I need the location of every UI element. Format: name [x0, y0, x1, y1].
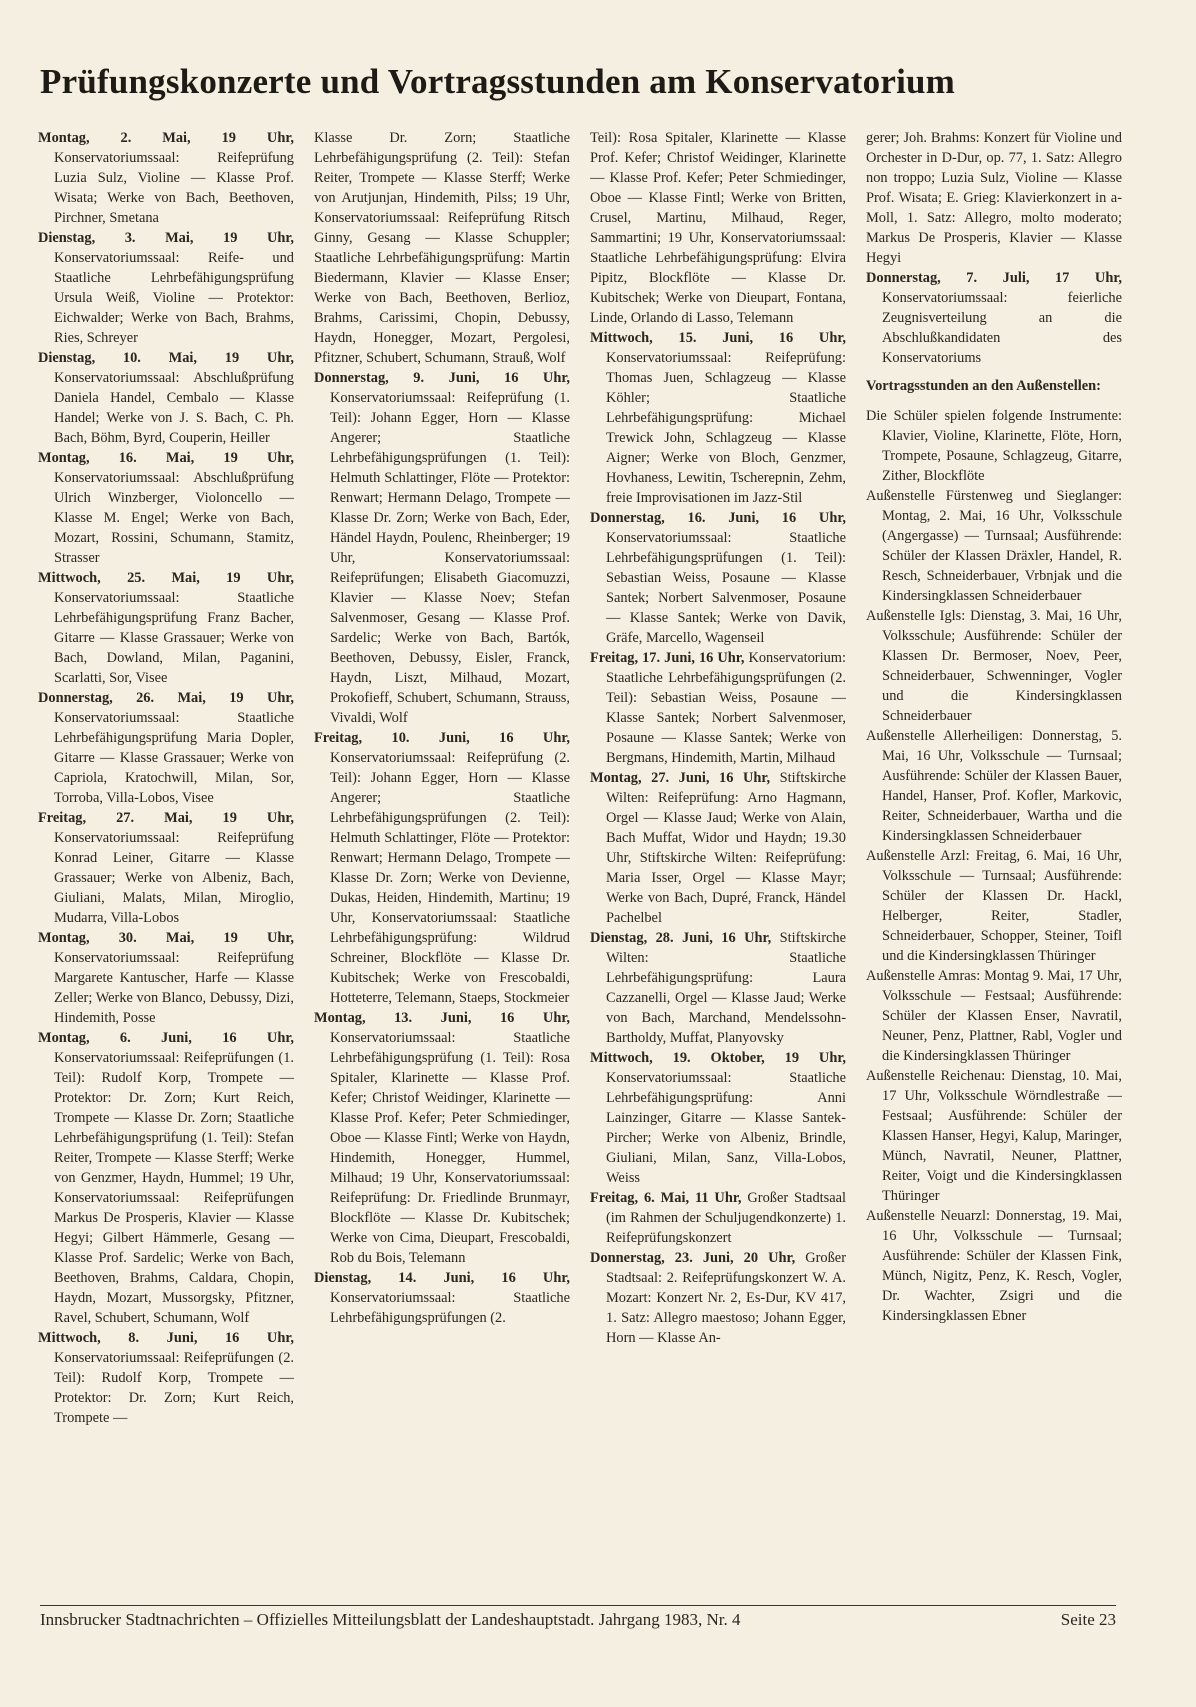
entry-date: Donnerstag, 16. Juni, 16 Uhr,: [590, 510, 846, 526]
schedule-entry: [38, 348, 294, 448]
entry-text: Konservatoriumssaal: Reifeprüfung Konrad Leiner, Gitarre — Klasse Grassauer; Werke von Albeniz, Bach, Giuliani, Malats, Milan, Miroglio, Mudarra, Villa-Lobos: [54, 830, 294, 926]
schedule-entry: [38, 228, 294, 348]
schedule-entry: [38, 1028, 294, 1328]
schedule-entry: [38, 808, 294, 928]
entry-text: Konservatoriumssaal: Reife- und Staatliche Lehrbefähigungsprüfung Ursula Weiß, Violine — Protektor: Eichwalder; Werke von Bach, Brahms, Ries, Schreyer: [54, 250, 294, 346]
entry-date: Dienstag, 10. Mai, 19 Uhr,: [38, 350, 294, 366]
outpost-paragraph: Außenstelle Reichenau: Dienstag, 10. Mai, 17 Uhr, Volksschule Wörndlestraße — Festsaal; Ausführende: Schüler der Klassen Hanser, Hegyi, Kalup, Maringer, Münch, Navratil, Neuner, Plattner, Reiter, Voigt und die Kindersingklassen Thüringer: [866, 1068, 1122, 1204]
section-heading: Vortragsstunden an den Außenstellen:: [866, 378, 1101, 394]
entry-text: Konservatoriumssaal: Reifeprüfung Margarete Kantuscher, Harfe — Klasse Zeller; Werke von Blanco, Debussy, Dizi, Hindemith, Posse: [54, 950, 294, 1026]
schedule-entry: [590, 328, 846, 508]
schedule-entry: [590, 128, 846, 328]
entry-date: Freitag, 6. Mai, 11 Uhr,: [590, 1190, 742, 1206]
schedule-entry: [590, 928, 846, 1048]
entry-date: Montag, 13. Juni, 16 Uhr,: [314, 1010, 570, 1026]
entry-date: Dienstag, 28. Juni, 16 Uhr,: [590, 930, 772, 946]
entry-date: Mittwoch, 8. Juni, 16 Uhr,: [38, 1330, 294, 1346]
footer-publication: Innsbrucker Stadtnachrichten – Offizielles Mitteilungsblatt der Landeshauptstadt. Jahrgang 1983, Nr. 4: [40, 1610, 741, 1629]
schedule-entry: [314, 368, 570, 728]
entry-date: Freitag, 10. Juni, 16 Uhr,: [314, 730, 570, 746]
entry-date: Donnerstag, 26. Mai, 19 Uhr,: [38, 690, 294, 706]
column-2: [314, 128, 570, 1588]
entry-text: Teil): Rosa Spitaler, Klarinette — Klasse Prof. Kefer; Christof Weidinger, Klarinette — Klasse Prof. Kefer; Peter Schmiedinger, Oboe — Klasse Fintl; Werke von Britten, Crusel, Martinu, Milhaud, Reger, Sammartini; 19 Uhr, Konservatoriumssaal: Staatliche Lehrbefähigungsprüfung: Elvira Pipitz, Blockflöte — Klasse Dr. Kubitschek; Werke von Dieupart, Fontana, Linde, Orlando di Lasso, Telemann: [590, 130, 846, 326]
entry-date: Donnerstag, 7. Juli, 17 Uhr,: [866, 270, 1122, 286]
entry-text: Konservatoriumssaal: Reifeprüfungen (2. Teil): Rudolf Korp, Trompete — Protektor: Dr. Zorn; Kurt Reich, Trompete —: [54, 1350, 294, 1426]
column-1: [38, 128, 294, 1588]
entry-text: Konservatoriumssaal: Abschlußprüfung Daniela Handel, Cembalo — Klasse Handel; Werke von J. S. Bach, C. Ph. Bach, Böhm, Byrd, Couperin, Heiller: [54, 370, 294, 446]
entry-date: Donnerstag, 9. Juni, 16 Uhr,: [314, 370, 570, 386]
entry-text: Konservatoriumssaal: Staatliche Lehrbefähigungsprüfungen (1. Teil): Sebastian Weiss, Posaune — Klasse Santek; Norbert Salvenmoser, Posaune — Klasse Santek; Werke von Davik, Gräfe, Marcello, Wagenseil: [606, 530, 846, 646]
entry-text: Großer Stadtsaal: 2. Reifeprüfungskonzert W. A. Mozart: Konzert Nr. 2, Es-Dur, KV 417, 1. Satz: Allegro maestoso; Johann Egger, Horn — Klasse An-: [606, 1250, 846, 1346]
entry-date: Dienstag, 14. Juni, 16 Uhr,: [314, 1270, 570, 1286]
schedule-entry: [314, 728, 570, 1008]
entry-date: Freitag, 17. Juni, 16 Uhr,: [590, 650, 745, 666]
page-title: Prüfungskonzerte und Vortragsstunden am Konservatorium: [40, 62, 956, 101]
entry-text: Konservatoriumssaal: Reifeprüfung Luzia Sulz, Violine — Klasse Prof. Wisata; Werke von Bach, Beethoven, Pirchner, Smetana: [54, 150, 294, 226]
entry-date: Donnerstag, 23. Juni, 20 Uhr,: [590, 1250, 796, 1266]
entry-text: Konservatoriumssaal: Staatliche Lehrbefähigungsprüfung (1. Teil): Rosa Spitaler, Klarinette — Klasse Prof. Kefer; Christof Weidinger, Klarinette — Klasse Prof. Kefer; Peter Schmiedinger, Oboe — Klasse Fintl; Werke von Haydn, Hindemith, Honegger, Hummel, Milhaud; 19 Uhr, Konservatoriumssaal: Reifeprüfung: Dr. Friedlinde Brunmayr, Blockflöte — Klasse Dr. Kubitschek; Werke von Cima, Dieupart, Frescobaldi, Rob du Bois, Telemann: [330, 1030, 570, 1266]
entry-text: Klasse Dr. Zorn; Staatliche Lehrbefähigungsprüfung (2. Teil): Stefan Reiter, Trompete — Klasse Sterff; Werke von Arutjunjan, Hindemith, Pilss; 19 Uhr, Konservatoriumssaal: Reifeprüfung Ritsch Ginny, Gesang — Klasse Schuppler; Staatliche Lehrbefähigungsprüfung: Martin Biedermann, Klavier — Klasse Enser; Werke von Bach, Beethoven, Berlioz, Brahms, Carissimi, Chopin, Debussy, Haydn, Honegger, Mozart, Pergolesi, Pfitzner, Schubert, Schumann, Strauß, Wolf: [314, 130, 570, 366]
outpost-paragraph: Die Schüler spielen folgende Instrumente: Klavier, Violine, Klarinette, Flöte, Horn, Trompete, Posaune, Schlagzeug, Gitarre, Zither, Blockflöte: [866, 408, 1122, 484]
entry-text: Konservatoriumssaal: Reifeprüfung: Thomas Juen, Schlagzeug — Klasse Köhler; Staatliche Lehrbefähigungsprüfung: Michael Trewick John, Schlagzeug — Klasse Aigner; Werke von Bloch, Genzmer, Hovhaness, Lewitin, Tscherepnin, Zehm, freie Improvisationen im Jazz-Stil: [606, 350, 846, 506]
outpost-paragraph: Außenstelle Arzl: Freitag, 6. Mai, 16 Uhr, Volksschule — Turnsaal; Ausführende: Schüler der Klassen Dr. Hackl, Helberger, Reiter, Stadler, Schneiderbauer, Schopper, Steiner, Toifl und die Kindersingklassen Thüringer: [866, 848, 1122, 964]
entry-text: Konservatoriumssaal: feierliche Zeugnisverteilung an die Abschlußkandidaten des Konservatoriums: [882, 290, 1122, 366]
schedule-entry: [866, 268, 1122, 368]
entry-date: Montag, 30. Mai, 19 Uhr,: [38, 930, 294, 946]
entry-text: Konservatoriumssaal: Staatliche Lehrbefähigungsprüfung Franz Bacher, Gitarre — Klasse Grassauer; Werke von Bach, Dowland, Milan, Paganini, Scarlatti, Sor, Visee: [54, 590, 294, 686]
entry-text: Konservatoriumssaal: Staatliche Lehrbefähigungsprüfung: Anni Lainzinger, Gitarre — Klasse Santek-Pircher; Werke von Albeniz, Brindle, Giuliani, Milan, Sanz, Villa-Lobos, Weiss: [606, 1070, 846, 1186]
schedule-entry: [38, 448, 294, 568]
entry-text: Konservatoriumssaal: Reifeprüfung (2. Teil): Johann Egger, Horn — Klasse Angerer; Staatliche Lehrbefähigungsprüfungen (2. Teil): Helmuth Schlattinger, Flöte — Protektor: Renwart; Hermann Delago, Trompete — Klasse Dr. Zorn; Werke von Devienne, Dukas, Heiden, Hindemith, Martinu; 19 Uhr, Konservatoriumssaal: Staatliche Lehrbefähigungsprüfung: Wildrud Schreiner, Blockflöte — Klasse Dr. Kubitschek; Werke von Frescobaldi, Hotteterre, Telemann, Staeps, Stockmeier: [330, 750, 570, 1006]
outpost-paragraph: Außenstelle Igls: Dienstag, 3. Mai, 16 Uhr, Volksschule; Ausführende: Schüler der Klassen Dr. Bermoser, Noev, Peer, Schneiderbauer, Schwenninger, Vogler und die Kindersingklassen Schneiderbauer: [866, 608, 1122, 724]
entry-text: Konservatoriumssaal: Staatliche Lehrbefähigungsprüfung Maria Dopler, Gitarre — Klasse Grassauer; Werke von Capriola, Kratochwill, Milan, Sor, Torroba, Villa-Lobos, Visee: [54, 710, 294, 806]
entry-date: Montag, 16. Mai, 19 Uhr,: [38, 450, 294, 466]
schedule-entry: [590, 1048, 846, 1188]
schedule-entry: [314, 128, 570, 368]
entry-date: Mittwoch, 19. Oktober, 19 Uhr,: [590, 1050, 846, 1066]
entry-text: Konservatoriumssaal: Abschlußprüfung Ulrich Winzberger, Violoncello — Klasse M. Engel; Werke von Bach, Mozart, Rossini, Schumann, Stamitz, Strasser: [54, 470, 294, 566]
entry-text: Konservatoriumssaal: Reifeprüfungen (1. Teil): Rudolf Korp, Trompete — Protektor: Dr. Zorn; Kurt Reich, Trompete — Klasse Dr. Zorn; Staatliche Lehrbefähigungsprüfung (1. Teil): Stefan Reiter, Trompete — Klasse Sterff; Werke von Genzmer, Haydn, Hummel; 19 Uhr, Konservatoriumssaal: Reifeprüfungen Markus De Prosperis, Klavier — Klasse Hegyi; Gilbert Hämmerle, Gesang — Klasse Prof. Sardelic; Werke von Bach, Beethoven, Brahms, Caldara, Chopin, Haydn, Mozart, Mussorgsky, Pfitzner, Ravel, Schubert, Schumann, Wolf: [54, 1050, 294, 1326]
outpost-paragraph: Außenstelle Allerheiligen: Donnerstag, 5. Mai, 16 Uhr, Volksschule — Turnsaal; Ausführende: Schüler der Klassen Bauer, Handel, Hanser, Prof. Kofler, Markovic, Reiter, Schneiderbauer, Wartha und die Kindersingklassen Schneiderbauer: [866, 728, 1122, 844]
text-columns: [38, 128, 1122, 1588]
schedule-entry: [38, 568, 294, 688]
entry-date: Montag, 27. Juni, 16 Uhr,: [590, 770, 771, 786]
footer-page-number: Seite 23: [1060, 1610, 1116, 1629]
column-4: [866, 128, 1122, 1588]
schedule-entry: [590, 1188, 846, 1248]
entry-text: Großer Stadtsaal (im Rahmen der Schuljugendkonzerte) 1. Reifeprüfungskonzert: [606, 1190, 846, 1246]
schedule-entry: [38, 128, 294, 228]
schedule-entry: [590, 648, 846, 768]
entry-text: gerer; Joh. Brahms: Konzert für Violine und Orchester in D-Dur, op. 77, 1. Satz: Allegro non troppo; Luzia Sulz, Violine — Klasse Prof. Wisata; E. Grieg: Klavierkonzert in a-Moll, 1. Satz: Allegro, molto moderato; Markus De Prosperis, Klavier — Klasse Hegyi: [866, 130, 1122, 266]
entry-text: Stiftskirche Wilten: Reifeprüfung: Arno Hagmann, Orgel — Klasse Jaud; Werke von Alain, Bach Muffat, Widor und Haydn; 19.30 Uhr, Stiftskirche Wilten: Reifeprüfung: Maria Isser, Orgel — Klasse Mayr; Werke von Bach, Dupré, Franck, Händel Pachelbel: [606, 770, 846, 926]
schedule-entry: [38, 1328, 294, 1428]
entry-date: Freitag, 27. Mai, 19 Uhr,: [38, 810, 294, 826]
schedule-entry: [590, 508, 846, 648]
entry-date: Montag, 6. Juni, 16 Uhr,: [38, 1030, 294, 1046]
schedule-entry: [38, 928, 294, 1028]
entry-date: Mittwoch, 15. Juni, 16 Uhr,: [590, 330, 846, 346]
entry-text: Konservatorium: Staatliche Lehrbefähigungsprüfungen (2. Teil): Sebastian Weiss, Posaune — Klasse Santek; Norbert Salvenmoser, Posaune — Klasse Santek; Werke von Bergmans, Hindemith, Martin, Milhaud: [606, 650, 846, 766]
schedule-entry: [314, 1008, 570, 1268]
schedule-entry: [314, 1268, 570, 1328]
entry-date: Mittwoch, 25. Mai, 19 Uhr,: [38, 570, 294, 586]
outpost-paragraph: Außenstelle Neuarzl: Donnerstag, 19. Mai, 16 Uhr, Volksschule — Turnsaal; Ausführende: Schüler der Klassen Fink, Münch, Nigitz, Penz, K. Resch, Vogler, Dr. Wachter, Zsigri und die Kindersingklassen Ebner: [866, 1208, 1122, 1324]
entry-date: Montag, 2. Mai, 19 Uhr,: [38, 130, 294, 146]
outpost-paragraph: Außenstelle Amras: Montag 9. Mai, 17 Uhr, Volksschule — Festsaal; Ausführende: Schüler der Klassen Enser, Navratil, Neuner, Penz, Plattner, Rabl, Vogler und die Kindersingklassen Thüringer: [866, 968, 1122, 1064]
column-3: [590, 128, 846, 1588]
entry-date: Dienstag, 3. Mai, 19 Uhr,: [38, 230, 294, 246]
schedule-entry: [590, 1248, 846, 1348]
page-footer: [40, 1605, 1116, 1630]
schedule-entry: [38, 688, 294, 808]
entry-text: Konservatoriumssaal: Staatliche Lehrbefähigungsprüfungen (2.: [330, 1290, 570, 1326]
outpost-paragraph: Außenstelle Fürstenweg und Sieglanger: Montag, 2. Mai, 16 Uhr, Volksschule (Angergasse) — Turnsaal; Ausführende: Schüler der Klassen Dräxler, Handel, R. Resch, Schneiderbauer, Vrbnjak und die Kindersingklassen Schneiderbauer: [866, 488, 1122, 604]
schedule-entry: [590, 768, 846, 928]
schedule-entry: [866, 128, 1122, 268]
entry-text: Konservatoriumssaal: Reifeprüfung (1. Teil): Johann Egger, Horn — Klasse Angerer; Staatliche Lehrbefähigungsprüfungen (1. Teil): Helmuth Schlattinger, Flöte — Protektor: Renwart; Hermann Delago, Trompete — Klasse Dr. Zorn; Werke von Bach, Eder, Händel Haydn, Poulenc, Rheinberger; 19 Uhr, Konservatoriumssaal: Reifeprüfungen; Elisabeth Giacomuzzi, Klavier — Klasse Noev; Stefan Salvenmoser, Gesang — Klasse Prof. Sardelic; Werke von Bach, Bartók, Beethoven, Debussy, Eisler, Franck, Haydn, Liszt, Milhaud, Mozart, Prokofieff, Schubert, Schumann, Strauss, Vivaldi, Wolf: [330, 390, 570, 726]
entry-text: Stiftskirche Wilten: Staatliche Lehrbefähigungsprüfung: Laura Cazzanelli, Orgel — Klasse Jaud; Werke von Bach, Marchand, Mendelssohn-Bartholdy, Muffat, Planyovsky: [606, 930, 846, 1046]
